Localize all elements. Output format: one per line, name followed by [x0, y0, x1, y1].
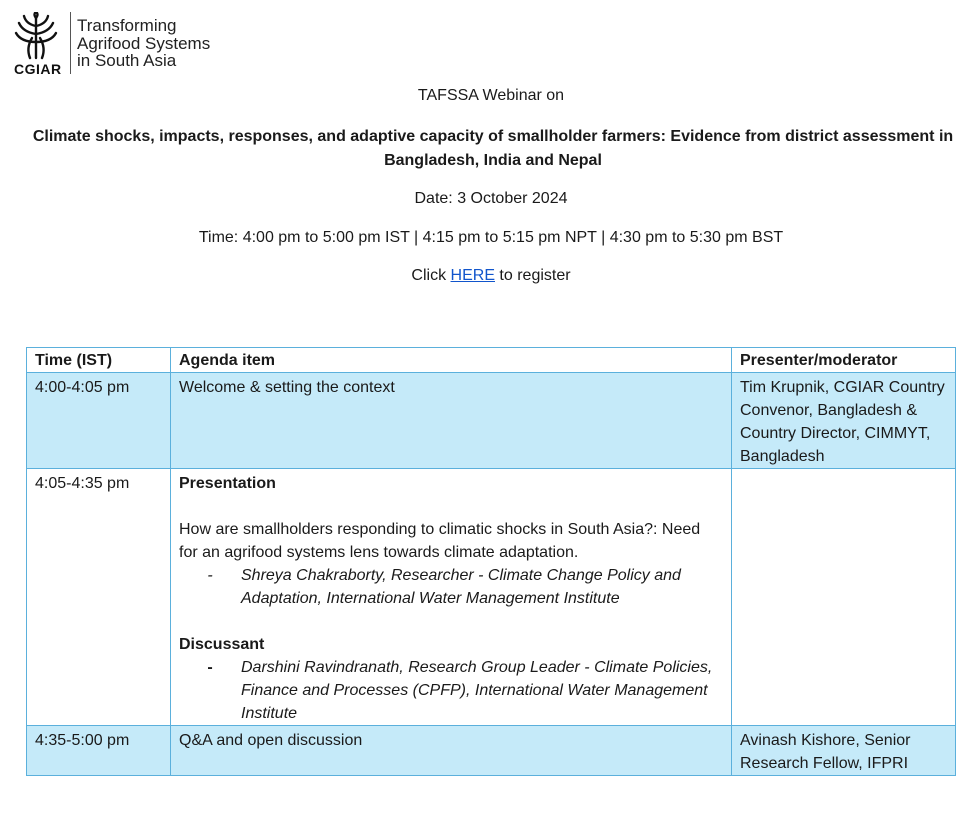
row-presenter: Tim Krupnik, CGIAR Country Convenor, Bangladesh & Country Director, CIMMYT, Bangladesh [732, 373, 956, 469]
discussant-heading: Discussant [179, 636, 265, 653]
register-line [20, 267, 962, 285]
discussant-item [179, 656, 723, 725]
spacer [179, 495, 723, 518]
row-agenda: Q&A and open discussion [171, 726, 732, 776]
table-header-row [27, 348, 956, 373]
header-agenda: Agenda item [171, 348, 732, 373]
row-time: 4:35-5:00 pm [27, 726, 171, 776]
row-presenter [732, 469, 956, 726]
list-dash: - [207, 659, 213, 676]
header-presenter: Presenter/moderator [732, 348, 956, 373]
webinar-title: Climate shocks, impacts, responses, and adaptive capacity of smallholder farmers: Evidence from district assessment in Bangladesh, India and Nepal [32, 128, 954, 169]
register-prefix: Click [411, 267, 451, 284]
presentation-heading: Presentation [179, 475, 276, 492]
presenter-detail: Shreya Chakraborty, Researcher - Climate Change Policy and Adaptation, International Water Management Institute [241, 567, 681, 607]
row-time: 4:00-4:05 pm [27, 373, 171, 469]
webinar-time: Time: 4:00 pm to 5:00 pm IST | 4:15 pm to 5:15 pm NPT | 4:30 pm to 5:30 pm BST [198, 229, 784, 246]
initiative-title-line: in South Asia [77, 51, 177, 70]
table-row [27, 373, 956, 469]
list-dash: - [207, 567, 213, 584]
cgiar-logo [10, 12, 68, 78]
wheat-icon [14, 12, 58, 60]
logo-wordmark: CGIAR [14, 61, 62, 77]
table-row [27, 726, 956, 776]
row-time: 4:05-4:35 pm [27, 469, 171, 726]
row-agenda [171, 469, 732, 726]
presentation-text: How are smallholders responding to climatic shocks in South Asia?: Need for an agrifood systems lens towards climate adaptation. [179, 521, 701, 561]
initiative-title [77, 12, 210, 70]
spacer [179, 610, 723, 633]
register-suffix: to register [494, 267, 571, 284]
row-presenter: Avinash Kishore, Senior Research Fellow, IFPRI [732, 726, 956, 776]
agenda-table [26, 347, 956, 776]
initiative-title-line: Agrifood Systems [77, 33, 211, 53]
header-time: Time (IST) [27, 348, 171, 373]
register-link[interactable]: HERE [450, 267, 495, 284]
row-agenda: Welcome & setting the context [171, 373, 732, 469]
presenter-item [179, 564, 723, 610]
header [10, 12, 210, 78]
discussant-detail: Darshini Ravindranath, Research Group Leader - Climate Policies, Finance and Processes (CPFP), International Water Management Institute [241, 659, 713, 722]
webinar-date: Date: 3 October 2024 [414, 190, 568, 207]
webinar-label: TAFSSA Webinar on [417, 87, 565, 104]
logo-divider [70, 12, 71, 74]
initiative-title-line: Transforming [77, 16, 177, 35]
table-row [27, 469, 956, 726]
